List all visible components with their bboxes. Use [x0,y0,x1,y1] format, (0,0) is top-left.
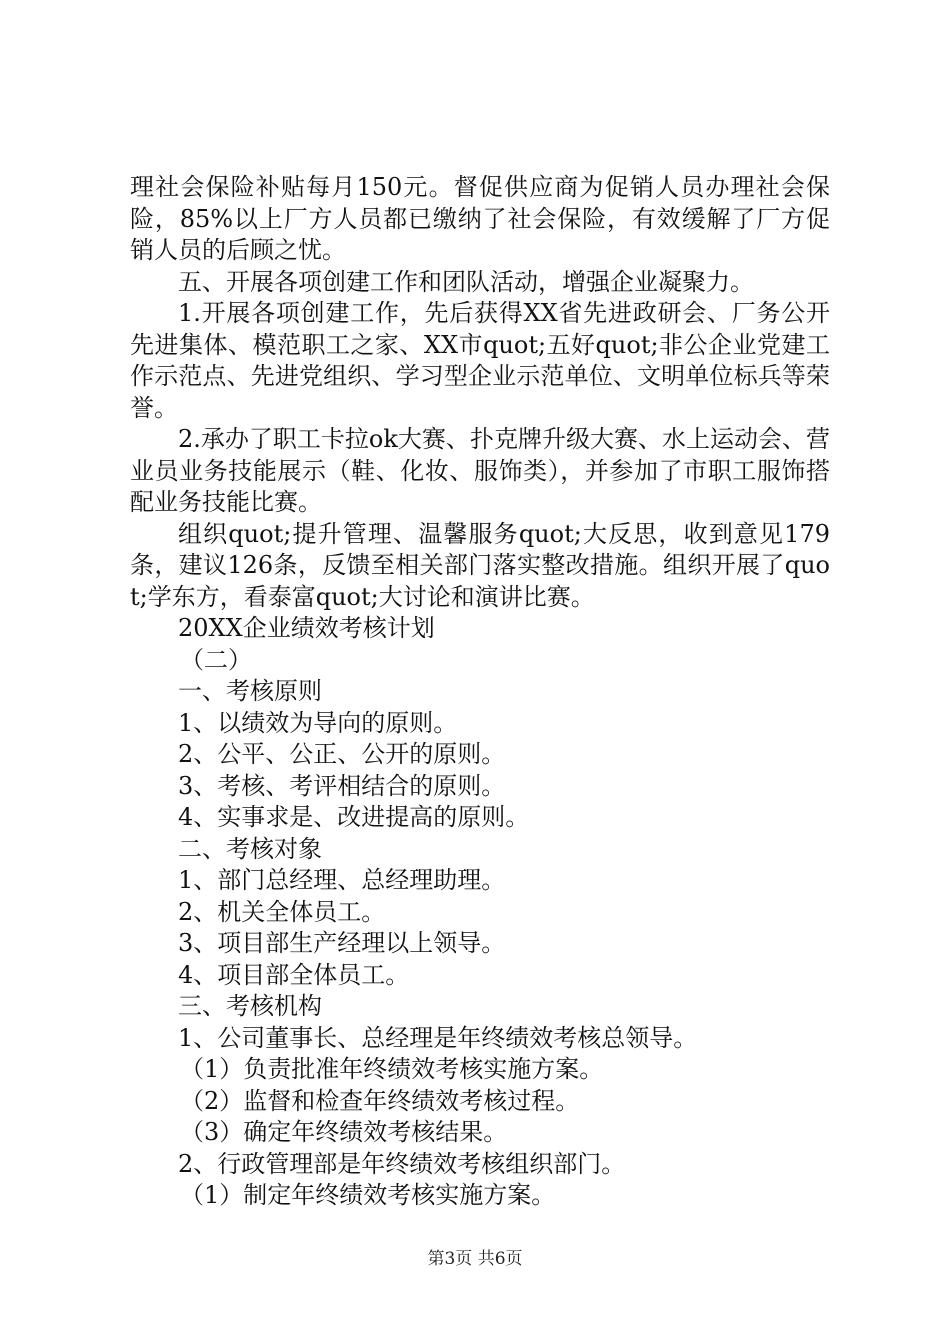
sub-list-item: （3）确定年终绩效考核结果。 [180,1118,508,1146]
list-item: 1、以绩效为导向的原则。 [178,708,458,737]
list-item: 1、公司董事长、总经理是年终绩效考核总领导。 [178,1023,698,1052]
list-item: 2、公平、公正、公开的原则。 [178,740,506,768]
list-item: 4、项目部全体员工。 [178,960,410,989]
list-item: 2、行政管理部是年终绩效考核组织部门。 [178,1149,626,1178]
list-item: 3、项目部生产经理以上领导。 [178,929,506,957]
document-body [130,172,830,1212]
heading-organization: 三、考核机构 [178,992,322,1020]
plan-subtitle: （二） [180,645,252,674]
sub-list-item: （2）监督和检查年终绩效考核过程。 [180,1086,580,1115]
paragraph-reflection: 组织quot;提升管理、温馨服务quot;大反思，收到意见179条，建议126条，反馈至相关部门落实整改措施。组织开展了quot;学东方，看泰富quot;大讨论和演讲比赛。 [130,519,830,611]
plan-title: 20XX企业绩效考核计划 [178,614,435,642]
list-item: 4、实事求是、改进提高的原则。 [178,803,530,831]
sub-list-item: （1）制定年终绩效考核实施方案。 [180,1181,556,1209]
sub-list-item: （1）负责批准年终绩效考核实施方案。 [180,1055,604,1083]
paragraph-honors: 1.开展各项创建工作，先后获得XX省先进政研会、厂务公开先进集体、模范职工之家、XX市quot;五好quot;非公企业党建工作示范点、先进党组织、学习型企业示范单位、文明单位标兵等荣誉。 [130,299,830,422]
paragraph-section-five-heading: 五、开展各项创建工作和团队活动，增强企业凝聚力。 [178,267,754,296]
paragraph-events: 2.承办了职工卡拉ok大赛、扑克牌升级大赛、水上运动会、营业员业务技能展示（鞋、化妆、服饰类），并参加了市职工服饰搭配业务技能比赛。 [130,425,830,516]
heading-targets: 二、考核对象 [178,834,322,863]
list-item: 3、考核、考评相结合的原则。 [178,771,506,800]
list-item: 2、机关全体员工。 [178,897,386,926]
page-number-footer: 第3页 共6页 [427,1249,523,1269]
paragraph-social-insurance: 理社会保险补贴每月150元。督促供应商为促销人员办理社会保险，85%以上厂方人员都已缴纳了社会保险，有效缓解了厂方促销人员的后顾之忧。 [130,173,830,264]
heading-principles: 一、考核原则 [178,677,322,705]
list-item: 1、部门总经理、总经理助理。 [178,866,506,894]
